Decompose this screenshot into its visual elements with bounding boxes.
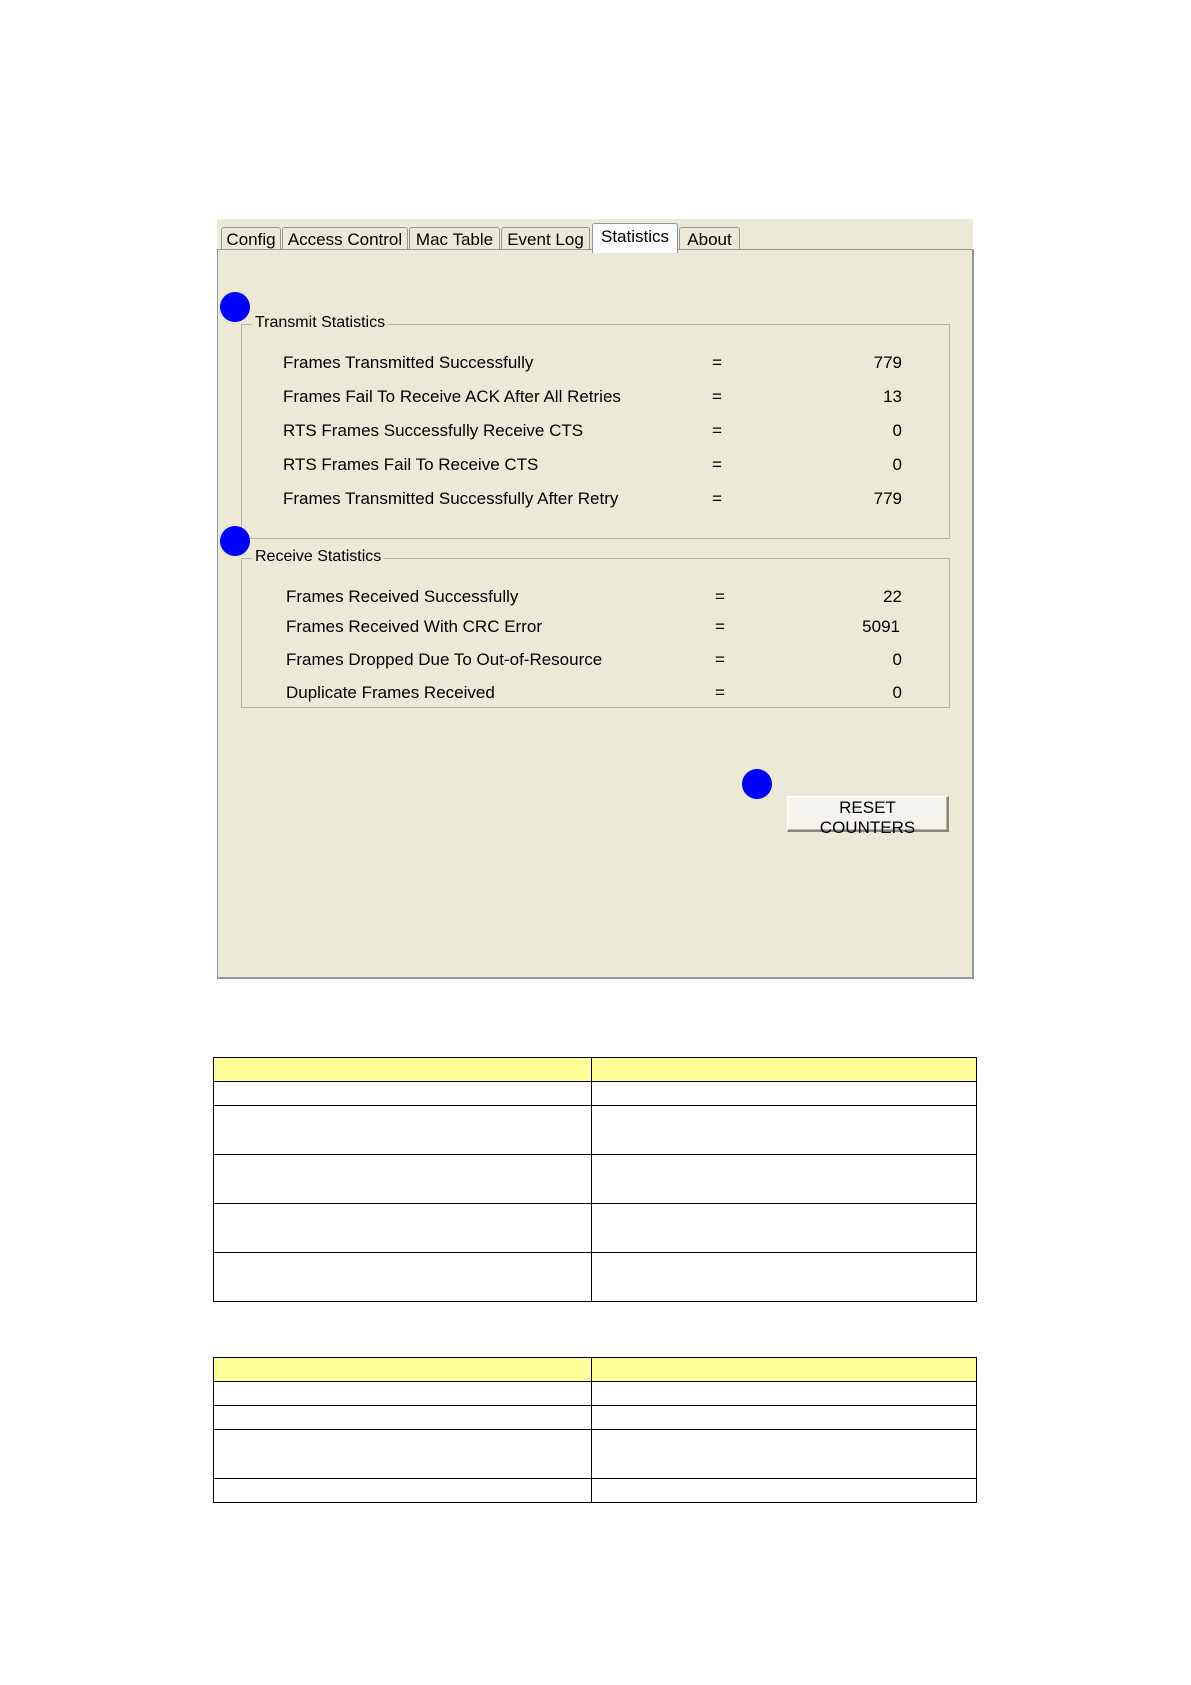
tab-mac-table[interactable]: Mac Table xyxy=(409,227,500,252)
table-cell xyxy=(214,1430,592,1479)
table-cell xyxy=(592,1106,977,1155)
equals-sign: = xyxy=(715,587,725,606)
stat-value: 779 xyxy=(873,489,902,508)
equals-sign: = xyxy=(715,650,725,669)
equals-sign: = xyxy=(712,387,722,406)
stat-label: Frames Received Successfully xyxy=(286,587,519,606)
equals-sign: = xyxy=(712,353,722,372)
table-cell xyxy=(214,1204,592,1253)
tab-about[interactable]: About xyxy=(679,227,740,252)
stat-value: 0 xyxy=(892,683,902,702)
tab-statistics[interactable]: Statistics xyxy=(592,223,678,253)
callout-marker-1 xyxy=(220,292,250,322)
stat-label: Frames Transmitted Successfully xyxy=(283,353,534,372)
equals-sign: = xyxy=(712,421,722,440)
table-cell xyxy=(214,1155,592,1204)
table-cell xyxy=(592,1406,977,1430)
callout-marker-3 xyxy=(742,769,772,799)
callout-marker-2 xyxy=(220,526,250,556)
table-cell xyxy=(214,1082,592,1106)
stat-label: Duplicate Frames Received xyxy=(286,683,495,702)
stat-value: 0 xyxy=(892,421,902,440)
table-cell xyxy=(592,1430,977,1479)
equals-sign: = xyxy=(715,617,725,636)
stat-value: 5091 xyxy=(862,617,900,636)
tab-config[interactable]: Config xyxy=(221,227,281,252)
tab-event-log[interactable]: Event Log xyxy=(501,227,590,252)
statistics-panel xyxy=(217,249,974,979)
reset-counters-button[interactable]: RESET COUNTERS xyxy=(787,796,949,832)
table-header-cell xyxy=(592,1058,977,1082)
stat-value: 0 xyxy=(892,650,902,669)
equals-sign: = xyxy=(712,489,722,508)
equals-sign: = xyxy=(715,683,725,702)
equals-sign: = xyxy=(712,455,722,474)
table-cell xyxy=(214,1382,592,1406)
stat-label: Frames Fail To Receive ACK After All Retries xyxy=(283,387,621,406)
stat-label: Frames Transmitted Successfully After Retry xyxy=(283,489,619,508)
table-cell xyxy=(592,1155,977,1204)
stat-value: 0 xyxy=(892,455,902,474)
table-cell xyxy=(592,1082,977,1106)
table-cell xyxy=(214,1253,592,1302)
statistics-dialog xyxy=(217,219,973,978)
table-cell xyxy=(592,1253,977,1302)
table-cell xyxy=(592,1204,977,1253)
stat-label: RTS Frames Successfully Receive CTS xyxy=(283,421,584,440)
table-cell xyxy=(214,1479,592,1503)
table-cell xyxy=(592,1479,977,1503)
receive-description-table xyxy=(213,1357,977,1503)
stat-label: Frames Received With CRC Error xyxy=(286,617,542,636)
table-header-cell xyxy=(214,1358,592,1382)
receive-statistics-title: Receive Statistics xyxy=(252,548,384,566)
transmit-statistics-title: Transmit Statistics xyxy=(252,314,388,332)
stat-label: Frames Dropped Due To Out-of-Resource xyxy=(286,650,603,669)
table-cell xyxy=(592,1382,977,1406)
tab-access-control[interactable]: Access Control xyxy=(282,227,408,252)
table-cell xyxy=(214,1406,592,1430)
stat-value: 779 xyxy=(873,353,902,372)
stat-value: 22 xyxy=(883,587,902,606)
transmit-description-table xyxy=(213,1057,977,1302)
table-header-cell xyxy=(592,1358,977,1382)
table-header-cell xyxy=(214,1058,592,1082)
stat-label: RTS Frames Fail To Receive CTS xyxy=(283,455,539,474)
table-cell xyxy=(214,1106,592,1155)
stat-value: 13 xyxy=(883,387,902,406)
